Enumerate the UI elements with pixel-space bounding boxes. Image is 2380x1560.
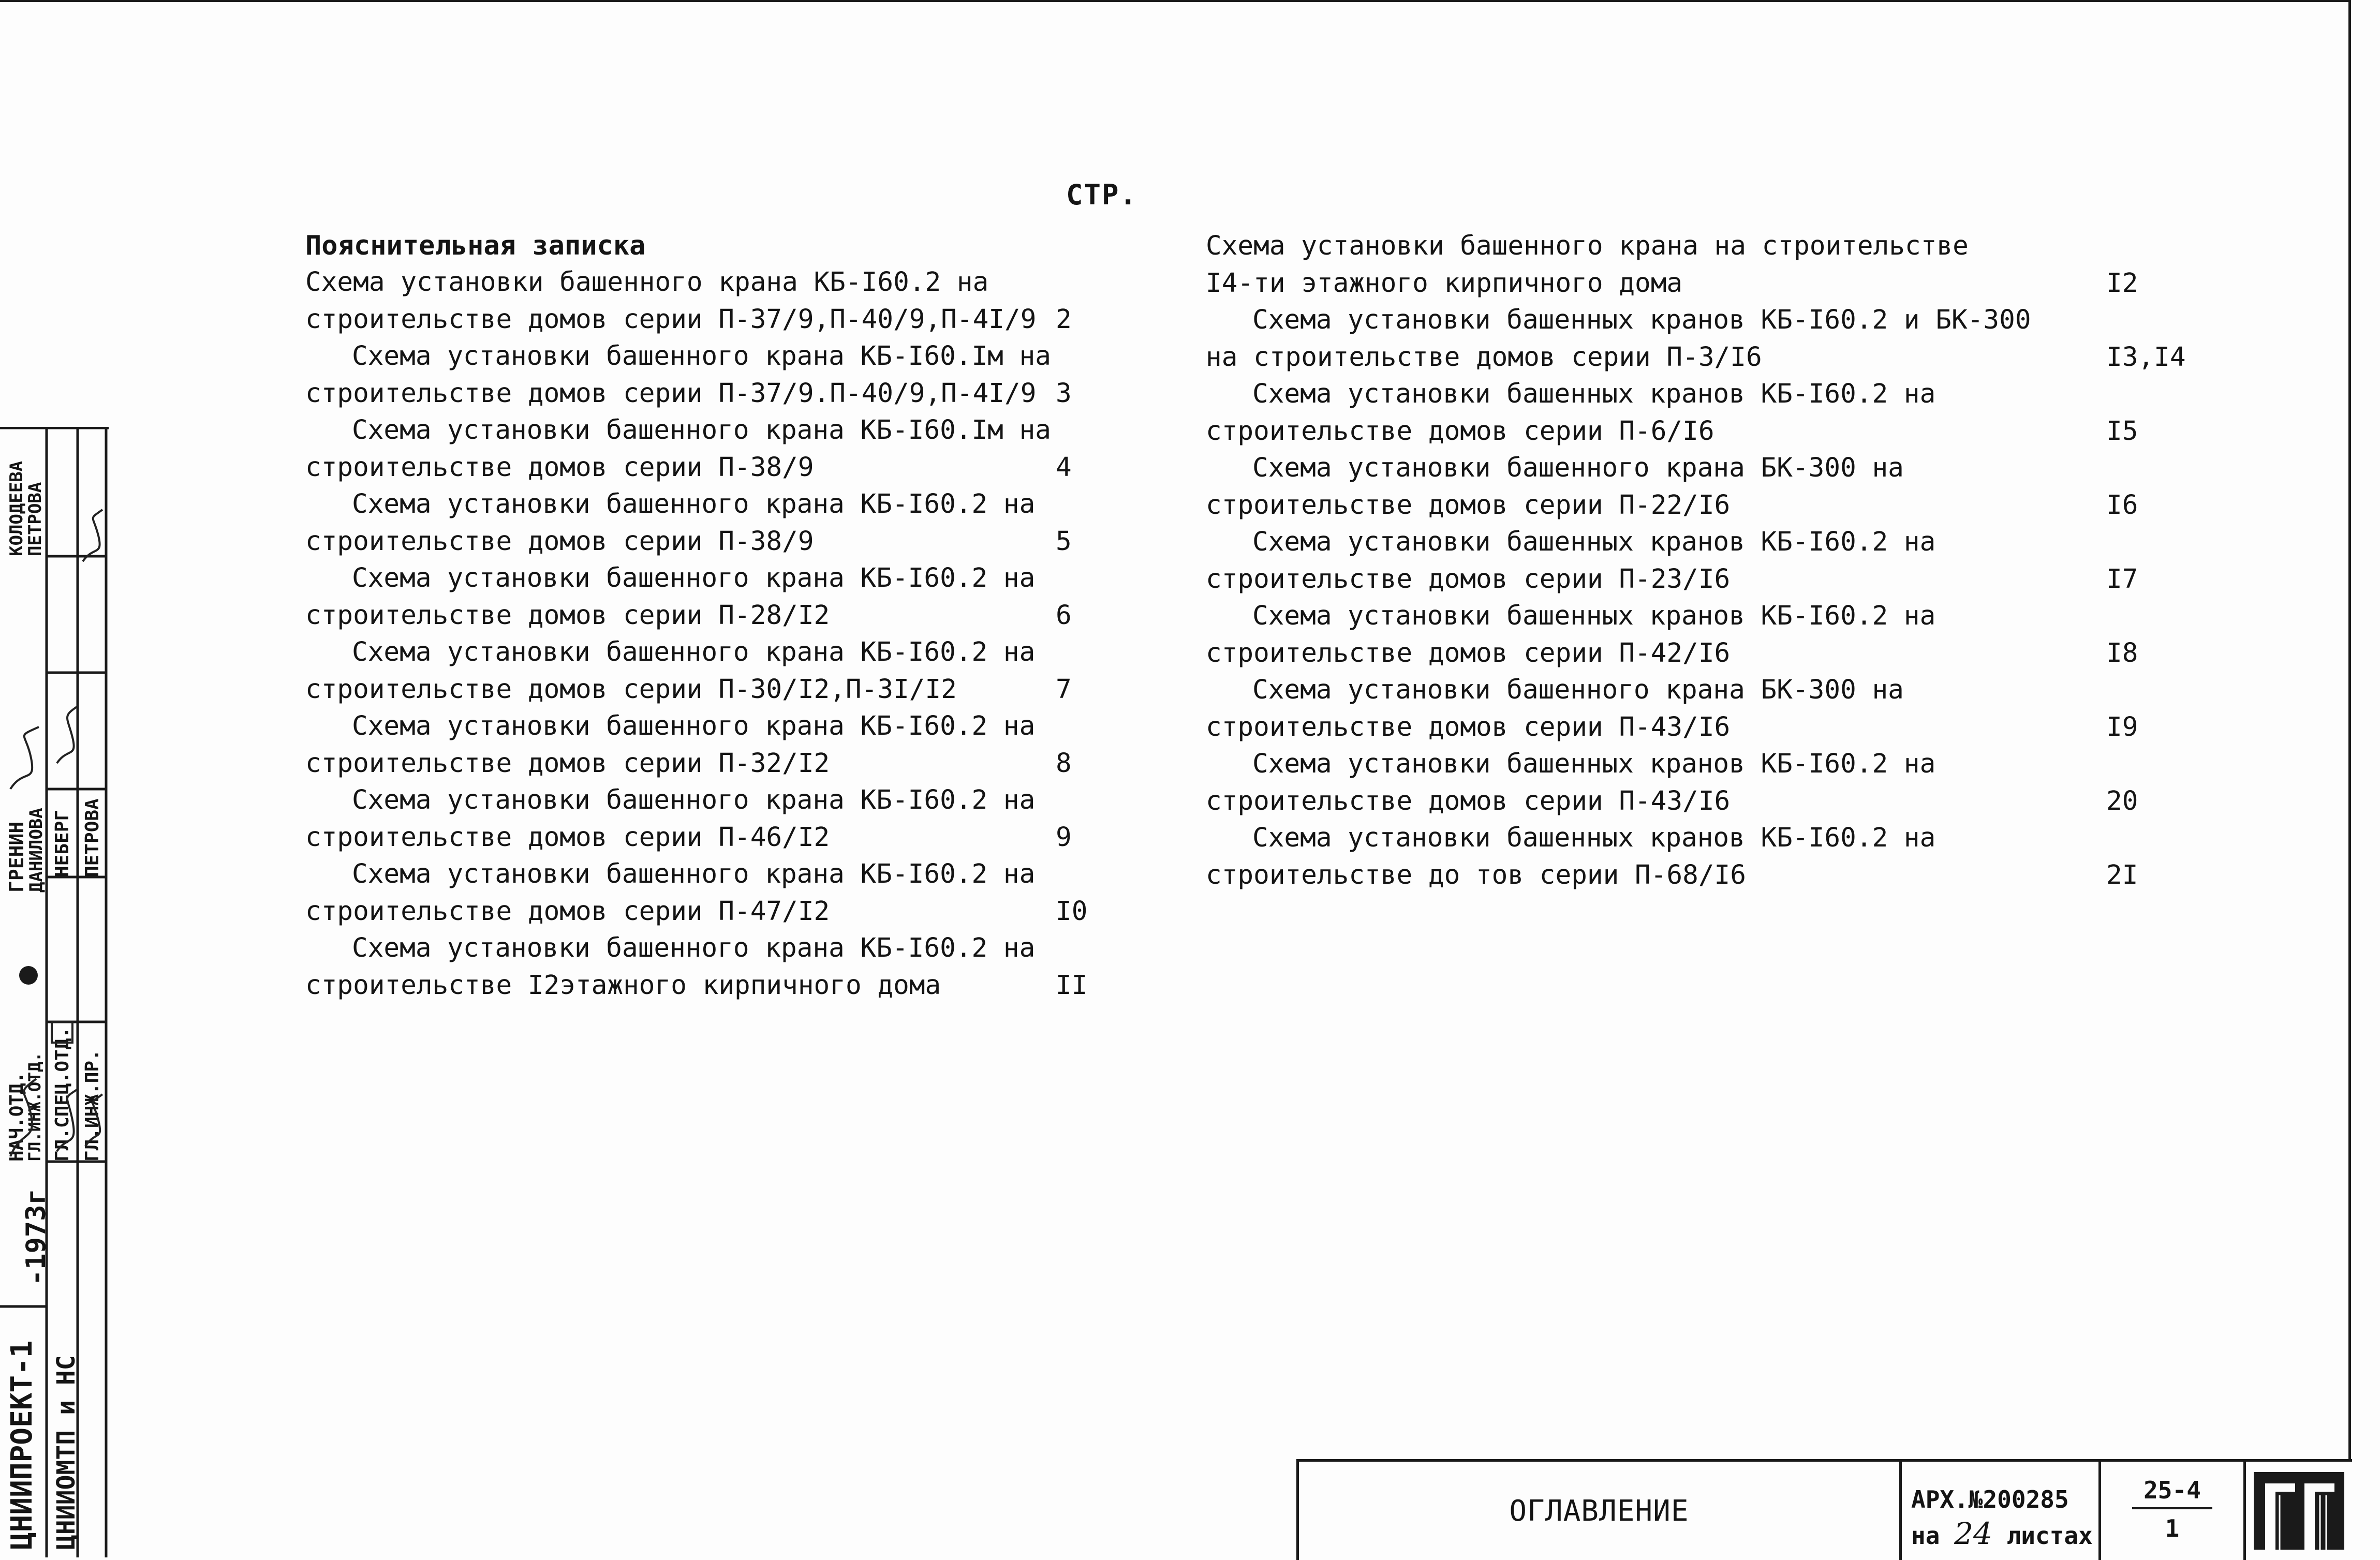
toc-entry-page: I8 bbox=[2106, 637, 2138, 668]
signature-marks bbox=[0, 427, 109, 1557]
stamp-name-5: КОЛОДЕЕВА bbox=[6, 460, 27, 556]
toc-entry-page: 2 bbox=[1056, 304, 1072, 335]
archive-label: АРХ.№ bbox=[1911, 1485, 1983, 1513]
toc-entry bbox=[305, 338, 1139, 412]
toc-entry-line2: строительстве домов серии П-42/I6 bbox=[1206, 637, 1731, 668]
toc-entry bbox=[305, 708, 1139, 782]
toc-entry bbox=[1206, 302, 2186, 376]
toc-entry bbox=[1206, 672, 2168, 746]
toc-entry-page: 8 bbox=[1056, 748, 1072, 779]
toc-entry bbox=[1206, 524, 2168, 598]
toc-entry-line1: Схема установки башенного крана КБ-I60.2 на bbox=[352, 489, 1036, 519]
toc-entry-line2: строительстве домов серии П-47/I2 bbox=[305, 896, 830, 927]
stamp-dept: ЦНИИОМТП и НС bbox=[52, 1355, 81, 1550]
toc-entry-line2: строительстве домов серии П-32/I2 bbox=[305, 748, 830, 779]
toc-entry-line2: строительстве домов серии П-37/9,П-40/9,П-4I/9 bbox=[305, 304, 1037, 335]
archive-cell bbox=[1902, 1462, 2101, 1560]
toc-entry-line1: Схема установки башенного крана КБ-I60.2 на bbox=[352, 711, 1036, 741]
toc-entry-line1: Схема установки башенного крана на строительстве bbox=[1206, 231, 1969, 261]
sheets-count: 24 bbox=[1954, 1516, 1992, 1551]
toc-entry-line2: строительстве I2этажного кирпичного дома bbox=[305, 970, 941, 1001]
toc-entry-line2: строительстве домов серии П-28/I2 bbox=[305, 600, 830, 631]
toc-right-column bbox=[1206, 228, 2186, 894]
toc-left-column bbox=[305, 228, 1139, 1004]
toc-entry bbox=[1206, 746, 2168, 820]
stamp-name-6: ПЕТРОВА bbox=[25, 482, 46, 556]
toc-entry-line1: Схема установки башенного крана БК-300 на bbox=[1252, 675, 1904, 705]
toc-entry-page: 2I bbox=[2106, 859, 2138, 890]
sheets-prefix: на bbox=[1911, 1522, 1940, 1550]
toc-entry-line1: Схема установки башенного крана КБ-I60.2 на bbox=[352, 563, 1036, 593]
stamp-name-2: ДАНИЛОВА bbox=[26, 808, 47, 893]
toc-entry-line1: Схема установки башенного крана КБ-I60.2 на bbox=[352, 785, 1036, 815]
toc-entry-line1: Схема установки башенного крана КБ-I60.2 на bbox=[305, 267, 989, 298]
toc-entry-page: 3 bbox=[1056, 378, 1072, 409]
toc-entry-line1: Схема установки башенного крана КБ-I60.2 на bbox=[352, 637, 1036, 667]
toc-entry-line2: I4-ти этажного кирпичного дома bbox=[1206, 268, 1683, 299]
toc-entry-page: I6 bbox=[2106, 489, 2138, 521]
sheets-suffix: листах bbox=[2006, 1522, 2093, 1550]
toc-entry-page: 4 bbox=[1056, 452, 1072, 483]
album-code: 25-4 bbox=[2132, 1476, 2212, 1509]
stamp-role-2: ГЛ.ИНЖ.ОТД. bbox=[25, 1052, 45, 1162]
toc-entry-line1: Схема установки башенного крана КБ-I60.2 на bbox=[352, 859, 1036, 889]
stamp-name-1: ГРЕНИН bbox=[5, 821, 28, 893]
toc-entry-line2: строительстве домов серии П-43/I6 bbox=[1206, 711, 1731, 742]
page-column-header: СТР. bbox=[1066, 179, 1138, 211]
toc-entry-line2: строительстве домов серии П-38/9 bbox=[305, 452, 814, 483]
toc-entry bbox=[305, 486, 1139, 560]
toc-entry-line2: строительстве домов серии П-38/9 bbox=[305, 526, 814, 557]
toc-intro-item: Пояснительная записка bbox=[305, 230, 646, 261]
toc-entry-line2: строительстве домов серии П-30/I2,П-3I/I2 bbox=[305, 674, 957, 705]
toc-entry-line1: Схема установки башенного крана КБ-I60.Iм на bbox=[352, 341, 1052, 372]
toc-entry-page: I0 bbox=[1056, 896, 1088, 927]
toc-entry bbox=[1206, 376, 2168, 450]
toc-entry-line2: строительстве домов серии П-46/I2 bbox=[305, 822, 830, 853]
toc-entry bbox=[305, 856, 1139, 930]
toc-entry bbox=[305, 782, 1139, 856]
toc-entry-line2: строительстве домов серии П-23/I6 bbox=[1206, 563, 1731, 595]
toc-entry-line1: Схема установки башенных кранов КБ-I60.2 и БК-300 bbox=[1252, 305, 2031, 335]
stamp-role-4: ГЛ.ИНЖ.ПР. bbox=[82, 1049, 103, 1162]
toc-entry bbox=[1206, 228, 2168, 302]
toc-entry-page: 20 bbox=[2106, 785, 2138, 816]
toc-entry-line1: Схема установки башенного крана КБ-I60.2 на bbox=[352, 933, 1036, 963]
stamp-name-4: ПЕТРОВА bbox=[82, 798, 103, 877]
toc-entry-page: I7 bbox=[2106, 563, 2138, 595]
toc-entry-line2: на строительстве домов серии П-3/I6 bbox=[1206, 341, 1762, 373]
toc-entry-line1: Схема установки башенного крана КБ-I60.Iм на bbox=[352, 415, 1052, 445]
toc-entry-line2: строительстве домов серии П-37/9.П-40/9,П-4I/9 bbox=[305, 378, 1037, 409]
org-logo bbox=[2246, 1462, 2352, 1560]
toc-entry-line2: строительстве домов серии П-22/I6 bbox=[1206, 489, 1731, 521]
stamp-year: -1973г bbox=[21, 1188, 52, 1286]
toc-entry-line1: Схема установки башенных кранов КБ-I60.2 на bbox=[1252, 823, 1936, 853]
toc-entry-line1: Схема установки башенных кранов КБ-I60.2 на bbox=[1252, 749, 1936, 779]
toc-entry-page: I2 bbox=[2106, 268, 2138, 299]
toc-entry-line2: строительстве до тов серии П-68/I6 bbox=[1206, 859, 1746, 890]
toc-entry-page: I9 bbox=[2106, 711, 2138, 742]
approval-stamp-block bbox=[0, 427, 109, 1557]
toc-entry-page: 7 bbox=[1056, 674, 1072, 705]
stamp-org: ЦНИИПРОЕКТ-1 bbox=[5, 1340, 39, 1550]
toc-entry bbox=[305, 930, 1139, 1004]
toc-entry-line1: Схема установки башенных кранов КБ-I60.2 на bbox=[1252, 527, 1936, 557]
title-block bbox=[1296, 1459, 2352, 1560]
toc-entry-page: 9 bbox=[1056, 822, 1072, 853]
toc-entry bbox=[305, 264, 1139, 338]
toc-entry-page: I5 bbox=[2106, 415, 2138, 447]
toc-entry-page: I3,I4 bbox=[2106, 341, 2186, 373]
frame-right-edge bbox=[2348, 0, 2351, 1459]
stamp-role-1: НАЧ.ОТД. bbox=[6, 1072, 27, 1162]
toc-entry bbox=[1206, 820, 2168, 894]
toc-entry-page: II bbox=[1056, 970, 1088, 1001]
stamp-role-3: ГЛ.СПЕЦ.ОТД. bbox=[52, 1027, 73, 1162]
toc-entry-line1: Схема установки башенных кранов КБ-I60.2 на bbox=[1252, 601, 1936, 631]
toc-entry bbox=[1206, 450, 2168, 524]
toc-entry bbox=[1206, 598, 2168, 672]
pp-logo-icon bbox=[2254, 1472, 2344, 1550]
toc-entry bbox=[305, 560, 1139, 634]
frame-top-edge bbox=[0, 0, 2349, 2]
toc-entry-line2: строительстве домов серии П-6/I6 bbox=[1206, 415, 1714, 447]
toc-entry bbox=[305, 634, 1139, 708]
toc-entry-line2: строительстве домов серии П-43/I6 bbox=[1206, 785, 1731, 816]
code-cell bbox=[2101, 1462, 2246, 1560]
toc-entry-page: 6 bbox=[1056, 600, 1072, 631]
toc-entry bbox=[305, 412, 1139, 486]
sheet-number: 1 bbox=[2165, 1514, 2180, 1542]
archive-number: 200285 bbox=[1983, 1485, 2069, 1513]
stamp-name-3: НЕБЕРГ bbox=[52, 809, 73, 877]
toc-entry-line1: Схема установки башенного крана БК-300 на bbox=[1252, 453, 1904, 483]
sheet-title: ОГЛАВЛЕНИЕ bbox=[1299, 1462, 1902, 1560]
toc-entry-page: 5 bbox=[1056, 526, 1072, 557]
toc-entry-line1: Схема установки башенных кранов КБ-I60.2 на bbox=[1252, 379, 1936, 409]
